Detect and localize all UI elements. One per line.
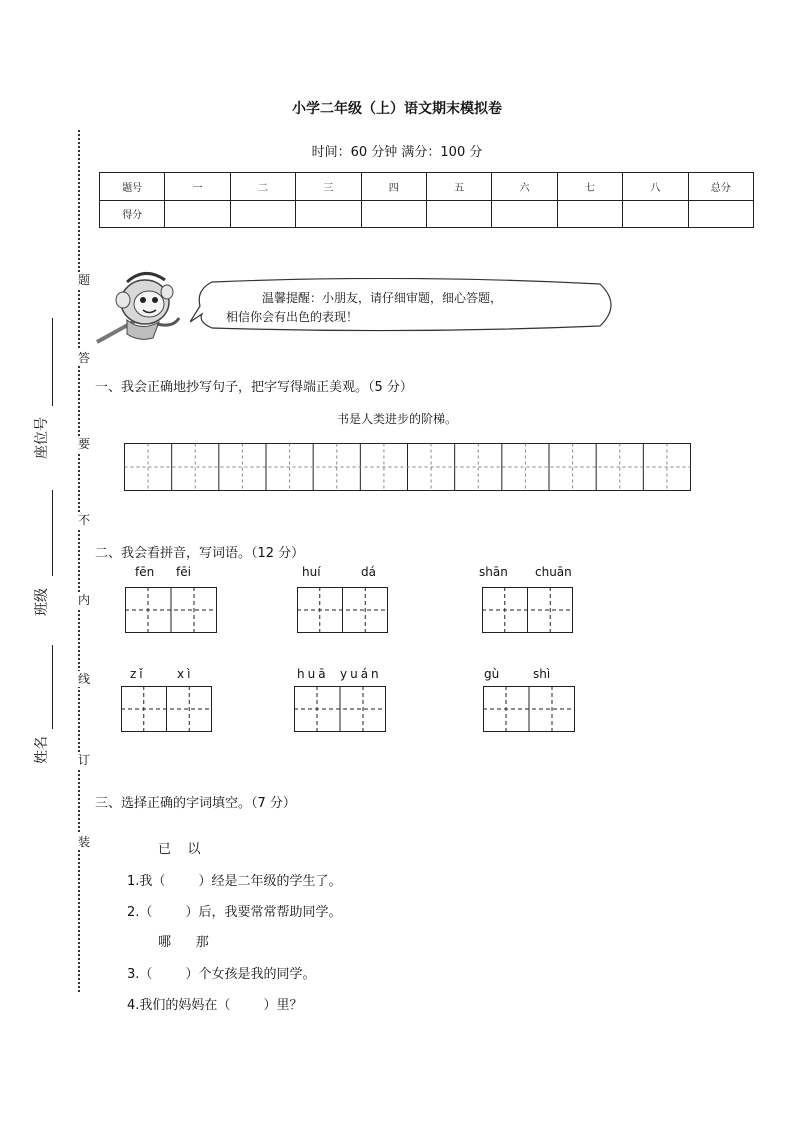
- binding-char: 装: [77, 835, 90, 849]
- pinyin-syllable: gù: [484, 667, 500, 681]
- table-row: [100, 200, 754, 228]
- table-cell: 二: [230, 173, 295, 201]
- choice-words: 哪 那: [158, 935, 209, 950]
- score-input-cell[interactable]: [361, 200, 426, 228]
- score-input-cell[interactable]: [426, 200, 491, 228]
- table-cell: 七: [557, 173, 622, 201]
- table-cell: 得分: [100, 200, 165, 228]
- score-input-cell[interactable]: [296, 200, 361, 228]
- word-writing-box[interactable]: [297, 587, 388, 633]
- pinyin-syllable: shì: [533, 667, 551, 681]
- word-writing-box[interactable]: [125, 587, 217, 633]
- pinyin-syllable: xì: [177, 667, 194, 681]
- pinyin-syllable: fēi: [176, 565, 191, 579]
- table-cell: 八: [623, 173, 688, 201]
- pinyin-syllable: huā: [297, 667, 329, 681]
- pinyin-syllable: yuán: [340, 667, 382, 681]
- table-cell: 四: [361, 173, 426, 201]
- binding-char: 题: [77, 273, 90, 287]
- class-label: 班级: [34, 588, 50, 616]
- question-1[interactable]: 1.我（ ）经是二年级的学生了。: [127, 874, 342, 889]
- tip-line-1: 温馨提醒：小朋友，请仔细审题，细心答题，: [262, 291, 503, 305]
- score-table: [99, 172, 754, 228]
- monkey-mascot-icon: [93, 262, 193, 348]
- tip-line-2: 相信你会有出色的表现！: [226, 310, 359, 324]
- score-input-cell[interactable]: [688, 200, 753, 228]
- binding-char: 线: [77, 672, 90, 686]
- seat-number-blank[interactable]: [52, 318, 53, 406]
- name-label: 姓名: [34, 736, 50, 764]
- score-input-cell[interactable]: [230, 200, 295, 228]
- score-input-cell[interactable]: [492, 200, 557, 228]
- page-title: 小学二年级（上）语文期末模拟卷: [292, 101, 502, 117]
- binding-dotted-line: [78, 130, 80, 992]
- seat-number-label: 座位号: [34, 417, 50, 459]
- pinyin-syllable: zǐ: [130, 667, 146, 681]
- table-cell: 三: [296, 173, 361, 201]
- binding-char: 答: [77, 351, 90, 365]
- copy-writing-grid[interactable]: [124, 443, 692, 492]
- table-cell: 题号: [100, 173, 165, 201]
- class-blank[interactable]: [52, 490, 53, 576]
- table-cell: 总分: [688, 173, 753, 201]
- copy-sentence: 书是人类进步的阶梯。: [336, 412, 457, 426]
- table-cell: 六: [492, 173, 557, 201]
- section-3-heading: 三、选择正确的字词填空。（7 分）: [95, 796, 296, 811]
- word-writing-box[interactable]: [482, 587, 573, 633]
- pinyin-syllable: shān: [479, 565, 508, 579]
- question-3[interactable]: 3.（ ）个女孩是我的同学。: [127, 967, 316, 982]
- binding-char: 要: [77, 437, 90, 451]
- table-row: [100, 173, 754, 201]
- table-cell: 一: [165, 173, 230, 201]
- table-cell: 五: [426, 173, 491, 201]
- pinyin-syllable: chuān: [535, 565, 572, 579]
- pinyin-syllable: huí: [302, 565, 321, 579]
- exam-info: 时间：60 分钟 满分：100 分: [311, 145, 483, 160]
- binding-char: 内: [77, 593, 90, 607]
- score-input-cell[interactable]: [623, 200, 688, 228]
- binding-char: 不: [77, 513, 90, 527]
- question-4[interactable]: 4.我们的妈妈在（ ）里？: [127, 998, 303, 1013]
- pinyin-syllable: fēn: [135, 565, 155, 579]
- word-writing-box[interactable]: [483, 686, 575, 732]
- pinyin-syllable: dá: [361, 565, 376, 579]
- word-writing-box[interactable]: [121, 686, 212, 732]
- tip-text: [226, 289, 606, 327]
- choice-words: 已 以: [158, 842, 201, 857]
- score-input-cell[interactable]: [557, 200, 622, 228]
- word-writing-box[interactable]: [294, 686, 386, 732]
- section-2-heading: 二、我会看拼音，写词语。（12 分）: [95, 546, 305, 561]
- score-input-cell[interactable]: [165, 200, 230, 228]
- name-blank[interactable]: [52, 645, 53, 729]
- question-2[interactable]: 2.（ ）后，我要常常帮助同学。: [127, 905, 342, 920]
- section-1-heading: 一、我会正确地抄写句子，把字写得端正美观。（5 分）: [95, 380, 413, 395]
- binding-char: 订: [77, 753, 90, 767]
